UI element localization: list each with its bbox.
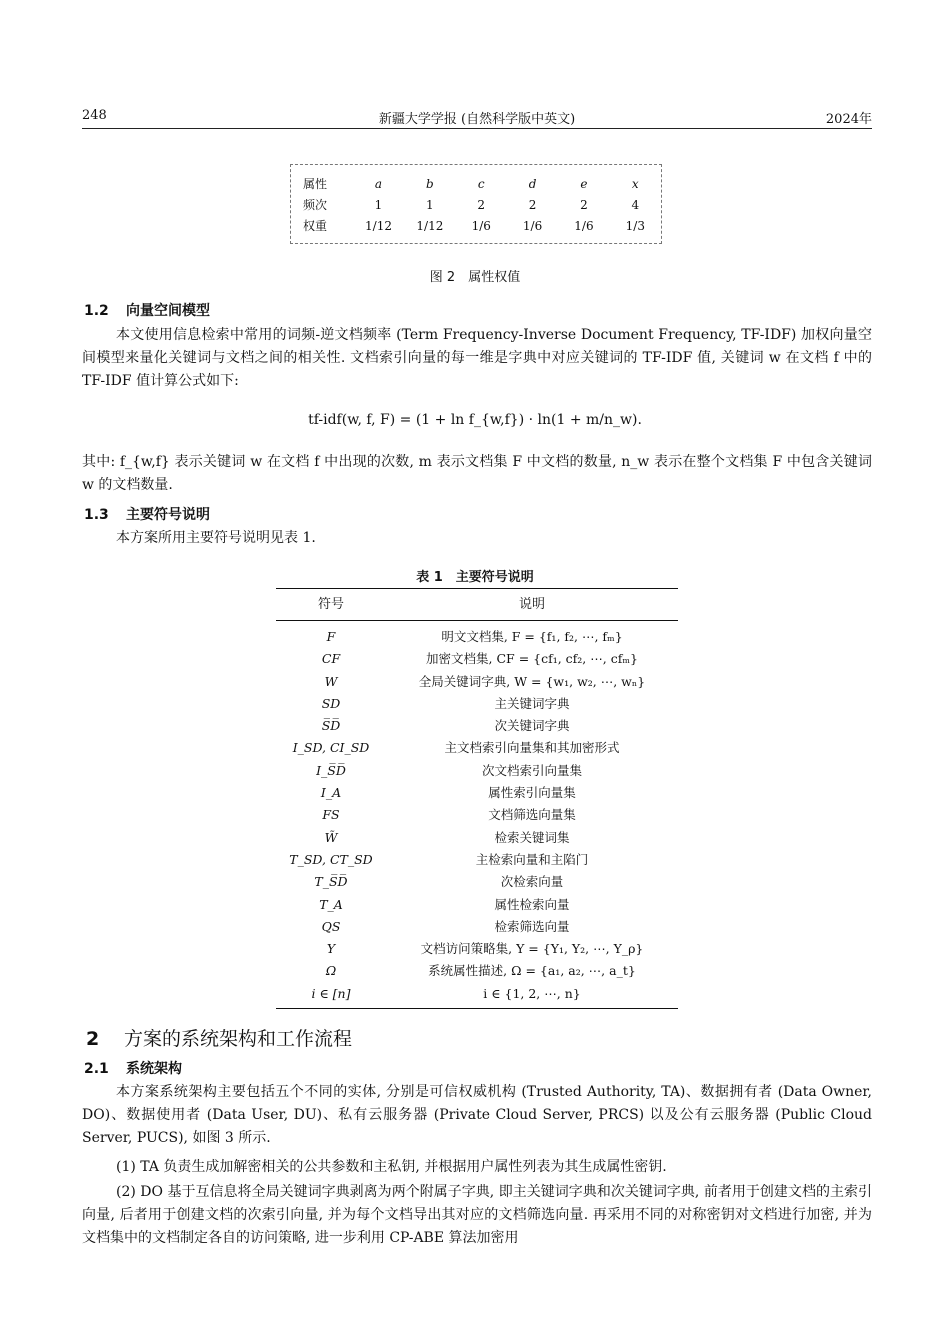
description-cell: 次关键词字典	[494, 718, 570, 734]
frequency-cell: 2	[477, 197, 486, 212]
attribute-cell: x	[631, 176, 639, 191]
symbol-cell: I_A	[320, 785, 342, 801]
symbol-table	[276, 588, 678, 1009]
description-cell: 次检索向量	[500, 874, 564, 890]
figure-attribute-weights	[290, 164, 662, 244]
header-symbol: 符号	[317, 597, 344, 612]
chapter-title: 方案的系统架构和工作流程	[124, 1028, 353, 1050]
table-row	[276, 938, 678, 960]
table-row	[276, 648, 678, 670]
description-cell: 全局关键词字典, W = {w₁, w₂, ⋯, wₙ}	[418, 673, 646, 689]
table-row	[276, 693, 678, 715]
table-row	[276, 916, 678, 938]
symbol-cell: Y	[326, 941, 336, 957]
figure-caption: 图 2 属性权值	[429, 270, 521, 285]
table-row	[276, 760, 678, 782]
description-cell: 检索筛选向量	[494, 918, 570, 934]
section-heading-1-3	[84, 504, 210, 524]
attribute-cell: c	[477, 176, 485, 191]
section-title: 系统架构	[126, 1061, 182, 1077]
symbol-cell: T_S̅D̅	[314, 874, 348, 890]
section-title: 向量空间模型	[126, 303, 210, 319]
table-row	[276, 715, 678, 737]
description-cell: 次文档索引向量集	[481, 762, 582, 778]
symbol-cell: F	[326, 629, 336, 644]
description-cell: 主文档索引向量集和其加密形式	[444, 740, 620, 756]
table-row	[276, 671, 678, 693]
table-row	[276, 782, 678, 804]
description-cell: 主检索向量和主陷门	[475, 851, 589, 867]
section-heading-1-2	[84, 300, 210, 320]
attribute-cell: d	[528, 176, 537, 191]
paragraph-symbols-intro: 本方案所用主要符号说明见表 1.	[116, 530, 316, 546]
section-title: 主要符号说明	[126, 507, 210, 523]
symbol-cell: I_S̅D̅	[316, 762, 346, 778]
description-cell: 属性索引向量集	[488, 785, 576, 801]
section-number: 2.1	[84, 1061, 109, 1077]
symbol-cell: T_A	[319, 896, 343, 912]
symbol-cell: Ω	[325, 963, 337, 979]
row-label: 权重	[303, 219, 328, 233]
table-row	[276, 849, 678, 871]
symbol-cell: SD	[321, 695, 341, 711]
description-cell: 明文文档集, F = {f₁, f₂, ⋯, fₘ}	[441, 629, 623, 644]
frequency-cell: 4	[631, 197, 640, 212]
header-description: 说明	[518, 597, 545, 612]
section-number: 1.2	[84, 303, 109, 319]
table-row	[276, 737, 678, 759]
symbol-cell: FS	[322, 807, 340, 823]
section-heading-2-1	[84, 1058, 182, 1078]
table-caption: 表 1 主要符号说明	[416, 570, 534, 585]
page-number: 248	[82, 108, 107, 123]
table-row	[276, 871, 678, 893]
chapter-number: 2	[86, 1028, 100, 1050]
paragraph-vsm: 本文使用信息检索中常用的词频-逆文档频率 (Term Frequency-Inverse Document Frequency, TF-IDF) 加权向量空间模型来量化关键词与文档之间的相关性. 文档索引向量的每一维是字典中对应关键词的 TF-IDF 值, 关键词 w 在文档 f 中的 TF-IDF 值计算公式如下:	[82, 327, 872, 389]
paragraph-ta-role: (1) TA 负责生成加解密相关的公共参数和主私钥, 并根据用户属性列表为其生成属性密钥.	[116, 1159, 667, 1175]
description-cell: 检索关键词集	[494, 829, 570, 845]
description-cell: 系统属性描述, Ω = {a₁, a₂, ⋯, a_t}	[428, 963, 636, 979]
frequency-cell: 2	[528, 197, 537, 212]
symbol-cell: CF	[321, 651, 341, 667]
symbol-cell: T_SD, CT_SD	[289, 851, 373, 867]
weight-cell: 1/3	[625, 218, 645, 233]
paragraph-do-role: (2) DO 基于互信息将全局关键词字典剥离为两个附属子字典, 即主关键词字典和次关键词字典, 前者用于创建文档的主索引向量, 后者用于创建文档的次索引向量, 并为每个文档导出其对应的文档筛选向量. 再采用不同的对称密钥对文档进行加密, 并为文档集中的文档制定各自的访问策略, 进一步利用 CP-ABE 算法加密用	[82, 1184, 872, 1246]
paragraph-formula-explanation: 其中: f_{w,f} 表示关键词 w 在文档 f 中出现的次数, m 表示文档集 F 中文档的数量, n_w 表示在整个文档集 F 中包含关键词 w 的文档数量.	[82, 454, 872, 493]
row-label: 频次	[303, 198, 328, 212]
weight-cell: 1/6	[522, 218, 543, 233]
weight-cell: 1/6	[471, 218, 491, 233]
year: 2024年	[825, 112, 872, 127]
table-row	[276, 804, 678, 826]
weight-cell: 1/12	[416, 218, 444, 233]
symbol-cell: W	[324, 673, 338, 689]
table-row	[276, 894, 678, 916]
description-cell: 属性检索向量	[494, 896, 570, 912]
symbol-cell: QS	[321, 918, 341, 934]
weight-cell: 1/12	[365, 218, 392, 233]
table-row	[276, 960, 678, 982]
paragraph-architecture: 本方案系统架构主要包括五个不同的实体, 分别是可信权威机构 (Trusted Authority, TA)、数据拥有者 (Data Owner, DO)、数据使用者 (Data User, DU)、私有云服务器 (Private Cloud Server, PRCS) 以及公有云服务器 (Public Cloud Server, PUCS), 如图 3 所示.	[82, 1084, 872, 1146]
frequency-row	[303, 194, 661, 215]
symbol-cell: W̃	[324, 829, 338, 845]
attribute-cell: e	[580, 176, 588, 191]
frequency-cell: 1	[426, 197, 434, 212]
description-cell: 主关键词字典	[494, 695, 570, 711]
table-row	[276, 827, 678, 849]
tfidf-formula: tf-idf(w, f, F) = (1 + ln f_{w,f}) · ln(1 + m/n_w).	[308, 412, 642, 428]
attribute-weight-table	[303, 173, 661, 236]
running-header	[82, 108, 872, 129]
table-row	[276, 626, 678, 648]
description-cell: 加密文档集, CF = {cf₁, cf₂, ⋯, cfₘ}	[426, 651, 638, 667]
symbol-cell: i ∈ [n]	[311, 985, 351, 1001]
row-label: 属性	[303, 177, 328, 191]
description-cell: 文档访问策略集, Y = {Y₁, Y₂, ⋯, Y_ρ}	[420, 941, 644, 957]
description-cell: i ∈ {1, 2, ⋯, n}	[483, 985, 581, 1001]
symbol-cell: S̅D̅	[321, 718, 341, 734]
attribute-cell: a	[374, 176, 383, 191]
frequency-cell: 2	[580, 197, 588, 212]
attribute-cell: b	[426, 176, 434, 191]
weight-cell: 1/6	[574, 218, 594, 233]
journal-title: 新疆大学学报 (自然科学版中英文)	[378, 112, 576, 127]
frequency-cell: 1	[374, 197, 383, 212]
table-header-row	[276, 589, 678, 621]
attribute-row	[303, 173, 661, 194]
symbol-cell: I_SD, CI_SD	[292, 740, 370, 756]
chapter-heading-2	[86, 1024, 352, 1051]
description-cell: 文档筛选向量集	[488, 807, 576, 823]
weight-row	[303, 215, 661, 236]
section-number: 1.3	[84, 507, 109, 523]
table-row	[276, 983, 678, 1005]
